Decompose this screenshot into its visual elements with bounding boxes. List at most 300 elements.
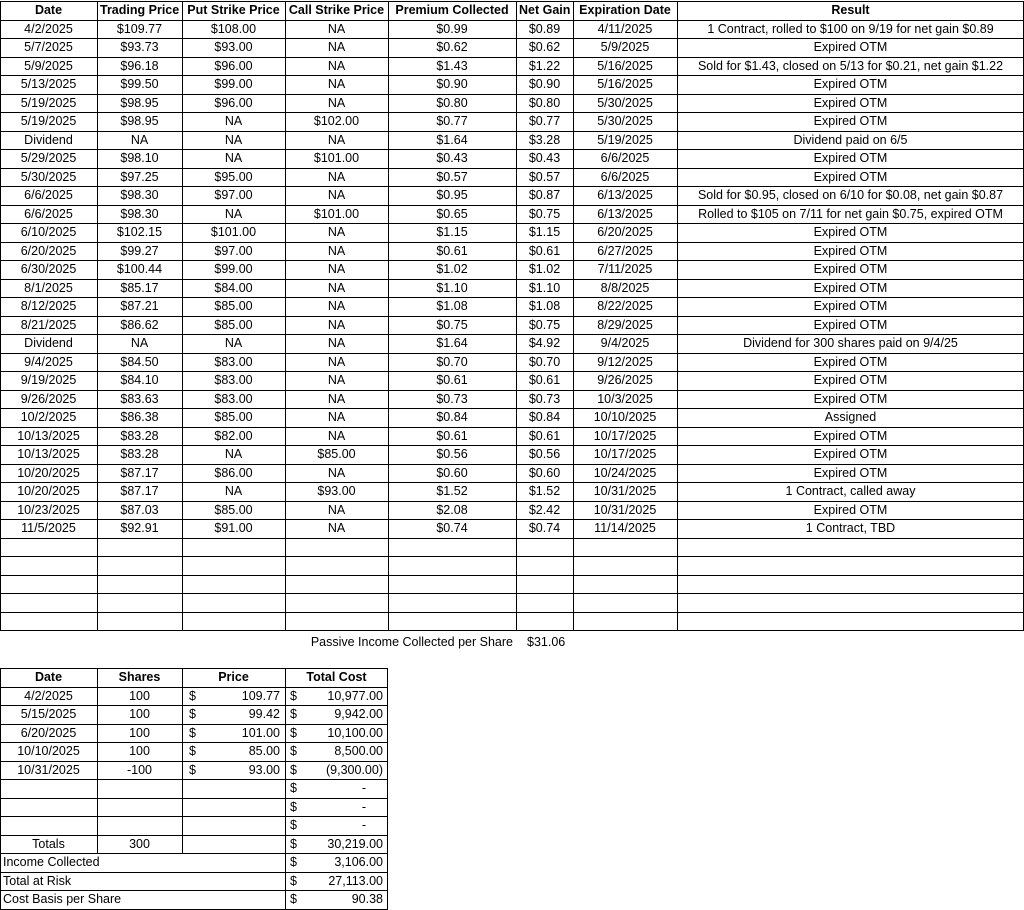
cell-net-gain[interactable]: $1.10 <box>528 280 561 295</box>
cell-trading-price[interactable]: NA <box>130 336 149 350</box>
cell-expiration[interactable]: 6/13/2025 <box>597 206 653 221</box>
summary-label[interactable]: Income Collected <box>3 855 100 869</box>
cell-premium[interactable]: $1.64 <box>436 336 468 350</box>
cell-premium[interactable]: $0.99 <box>436 21 468 36</box>
cell-date[interactable]: 10/23/2025 <box>17 502 80 517</box>
cell-net-gain[interactable]: $4.92 <box>528 336 561 350</box>
cell-premium[interactable]: $1.52 <box>436 484 468 498</box>
cell-result[interactable]: 1 Contract, rolled to $100 on 9/19 for net gain $0.89 <box>707 21 994 36</box>
cell-premium[interactable]: $0.80 <box>436 95 468 110</box>
cell-put-strike[interactable]: NA <box>224 484 243 498</box>
cell-trading-price[interactable]: NA <box>130 132 149 147</box>
cell-net-gain[interactable]: $1.15 <box>528 225 561 239</box>
cell-result[interactable]: 1 Contract, called away <box>785 484 916 498</box>
cell-expiration[interactable]: 8/22/2025 <box>597 299 653 313</box>
cell-net-gain[interactable]: $0.61 <box>528 373 561 387</box>
cell-result[interactable]: Rolled to $105 on 7/11 for net gain $0.75, expired OTM <box>698 206 1003 221</box>
grid-line <box>0 835 388 836</box>
cell-net-gain[interactable]: $0.61 <box>528 243 561 258</box>
cell-premium[interactable]: $0.57 <box>436 169 468 184</box>
cell-put-strike[interactable]: $82.00 <box>214 428 253 443</box>
cell-trading-price[interactable]: $98.95 <box>120 95 159 110</box>
cell-premium[interactable]: $1.15 <box>436 225 468 239</box>
cell-expiration[interactable]: 7/11/2025 <box>597 262 653 276</box>
cell-put-strike[interactable]: $101.00 <box>210 225 257 239</box>
cell-date[interactable]: 8/12/2025 <box>20 299 77 313</box>
cell-result[interactable]: Sold for $0.95, closed on 6/10 for $0.08, net gain $0.87 <box>697 188 1004 202</box>
cell-net-gain[interactable]: $1.52 <box>528 484 561 498</box>
shares-total[interactable]: 9,942.00 <box>334 707 383 721</box>
dollar-sign[interactable]: $ <box>189 707 196 721</box>
cell-expiration[interactable]: 10/10/2025 <box>593 410 657 424</box>
cell-premium[interactable]: $0.61 <box>436 243 468 258</box>
dollar-sign[interactable]: $ <box>290 873 297 888</box>
cell-expiration[interactable]: 6/6/2025 <box>600 169 650 184</box>
cell-premium[interactable]: $0.56 <box>436 447 468 461</box>
cell-trading-price[interactable]: $86.38 <box>120 410 159 424</box>
shares-total[interactable]: 8,500.00 <box>334 744 383 758</box>
cell-call-strike[interactable]: $85.00 <box>317 447 356 461</box>
cell-premium[interactable]: $1.64 <box>436 132 468 147</box>
cell-trading-price[interactable]: $83.63 <box>120 391 159 406</box>
cell-net-gain[interactable]: $0.87 <box>528 188 561 202</box>
cell-put-strike[interactable]: $96.00 <box>214 58 253 73</box>
shares-price[interactable]: 85.00 <box>248 744 280 758</box>
cell-put-strike[interactable]: $83.00 <box>214 391 253 406</box>
cell-date[interactable]: 5/19/2025 <box>20 95 77 110</box>
cell-put-strike[interactable]: $97.00 <box>214 188 253 202</box>
cell-result[interactable]: Expired OTM <box>813 428 888 443</box>
passive-income-value[interactable]: $31.06 <box>527 635 566 649</box>
cell-trading-price[interactable]: $85.17 <box>120 280 159 295</box>
cell-date[interactable]: 6/6/2025 <box>24 188 73 202</box>
cell-result[interactable]: Expired OTM <box>813 447 888 461</box>
shares-header-total[interactable]: Total Cost <box>306 670 367 684</box>
dollar-sign[interactable]: $ <box>290 818 297 832</box>
cell-date[interactable]: 9/26/2025 <box>20 391 77 406</box>
cell-expiration[interactable]: 6/20/2025 <box>597 225 653 239</box>
cell-call-strike[interactable]: NA <box>327 58 346 73</box>
cell-result[interactable]: Expired OTM <box>813 373 888 387</box>
cell-date[interactable]: 5/9/2025 <box>24 58 73 73</box>
shares-total[interactable]: - <box>361 799 366 814</box>
dollar-sign[interactable]: $ <box>290 799 297 814</box>
cell-put-strike[interactable]: $99.00 <box>214 77 253 91</box>
cell-result[interactable]: Expired OTM <box>813 40 888 54</box>
cell-premium[interactable]: $0.74 <box>436 521 468 535</box>
cell-put-strike[interactable]: $91.00 <box>214 521 253 535</box>
shares-date[interactable]: 4/2/2025 <box>24 688 73 703</box>
cell-net-gain[interactable]: $0.90 <box>528 77 561 91</box>
cell-call-strike[interactable]: NA <box>327 169 346 184</box>
shares-date[interactable]: 5/15/2025 <box>20 707 77 721</box>
cell-call-strike[interactable]: NA <box>327 280 346 295</box>
grid-line <box>0 427 1024 428</box>
cell-expiration[interactable]: 5/16/2025 <box>597 77 653 91</box>
cell-put-strike[interactable]: NA <box>224 132 243 147</box>
cell-premium[interactable]: $2.08 <box>436 502 468 517</box>
cell-premium[interactable]: $1.10 <box>436 280 468 295</box>
cell-trading-price[interactable]: $92.91 <box>120 521 159 535</box>
summary-total[interactable]: 90.38 <box>351 892 383 906</box>
cell-expiration[interactable]: 5/16/2025 <box>597 58 653 73</box>
cell-call-strike[interactable]: NA <box>327 521 346 535</box>
cell-result[interactable]: Expired OTM <box>813 465 888 480</box>
cell-call-strike[interactable]: NA <box>327 188 346 202</box>
cell-premium[interactable]: $1.02 <box>436 262 468 276</box>
cell-date[interactable]: 5/7/2025 <box>24 40 73 54</box>
grid-line <box>0 779 388 780</box>
cell-call-strike[interactable]: NA <box>327 225 346 239</box>
dollar-sign[interactable]: $ <box>290 688 297 703</box>
header-put-strike[interactable]: Put Strike Price <box>187 3 280 17</box>
shares-count[interactable]: 100 <box>129 725 150 740</box>
cell-net-gain[interactable]: $2.42 <box>528 502 561 517</box>
cell-put-strike[interactable]: $83.00 <box>214 373 253 387</box>
cell-net-gain[interactable]: $1.22 <box>528 58 561 73</box>
cell-date[interactable]: 4/2/2025 <box>24 21 73 36</box>
cell-put-strike[interactable]: $85.00 <box>214 502 253 517</box>
cell-trading-price[interactable]: $84.50 <box>120 354 159 369</box>
shares-total[interactable]: (9,300.00) <box>326 762 383 777</box>
cell-date[interactable]: Dividend <box>24 132 73 147</box>
cell-result[interactable]: Expired OTM <box>813 243 888 258</box>
cell-expiration[interactable]: 6/27/2025 <box>597 243 653 258</box>
dollar-sign[interactable]: $ <box>290 725 297 740</box>
cell-premium[interactable]: $0.73 <box>436 391 468 406</box>
cell-result[interactable]: Sold for $1.43, closed on 5/13 for $0.21, net gain $1.22 <box>697 58 1004 73</box>
cell-net-gain[interactable]: $0.61 <box>528 428 561 443</box>
cell-call-strike[interactable]: NA <box>327 77 346 91</box>
grid-line <box>0 316 1024 317</box>
cell-premium[interactable]: $0.65 <box>436 206 468 221</box>
summary-total[interactable]: 30,219.00 <box>327 836 383 851</box>
cell-date[interactable]: 10/20/2025 <box>17 484 80 498</box>
cell-premium[interactable]: $1.08 <box>436 299 468 313</box>
cell-result[interactable]: Expired OTM <box>813 317 888 332</box>
cell-expiration[interactable]: 5/30/2025 <box>597 95 653 110</box>
cell-result[interactable]: Expired OTM <box>813 151 888 165</box>
cell-premium[interactable]: $0.75 <box>436 317 468 332</box>
shares-total[interactable]: 10,100.00 <box>327 725 383 740</box>
header-premium[interactable]: Premium Collected <box>395 3 509 17</box>
cell-trading-price[interactable]: $97.25 <box>120 169 159 184</box>
dollar-sign[interactable]: $ <box>189 762 196 777</box>
cell-call-strike[interactable]: $102.00 <box>313 114 360 128</box>
shares-date[interactable] <box>0 816 97 835</box>
cell-result[interactable]: 1 Contract, TBD <box>805 521 896 535</box>
cell-date[interactable]: 5/19/2025 <box>20 114 77 128</box>
cell-date[interactable]: 6/10/2025 <box>20 225 77 239</box>
cell-put-strike[interactable]: NA <box>224 114 243 128</box>
cell-result[interactable]: Expired OTM <box>813 299 888 313</box>
cell-trading-price[interactable]: $96.18 <box>120 58 159 73</box>
shares-date[interactable]: 10/31/2025 <box>17 762 80 777</box>
cell-trading-price[interactable]: $83.28 <box>120 428 159 443</box>
cell-put-strike[interactable]: $96.00 <box>214 95 253 110</box>
cell-date[interactable]: 6/30/2025 <box>20 262 77 276</box>
shares-count[interactable] <box>97 816 182 835</box>
cell-result[interactable]: Expired OTM <box>813 354 888 369</box>
cell-expiration[interactable]: 5/9/2025 <box>600 40 650 54</box>
cell-trading-price[interactable]: $109.77 <box>116 21 163 36</box>
dollar-sign[interactable]: $ <box>290 744 297 758</box>
cell-put-strike[interactable]: $85.00 <box>214 410 253 424</box>
cell-trading-price[interactable]: $87.17 <box>120 484 159 498</box>
cell-net-gain[interactable]: $3.28 <box>528 132 561 147</box>
cell-date[interactable]: 10/13/2025 <box>17 447 80 461</box>
cell-premium[interactable]: $1.43 <box>436 58 468 73</box>
cell-premium[interactable]: $0.62 <box>436 40 468 54</box>
shares-count[interactable]: -100 <box>126 762 153 777</box>
cell-expiration[interactable]: 10/17/2025 <box>593 447 657 461</box>
cell-net-gain[interactable]: $0.57 <box>528 169 561 184</box>
cell-trading-price[interactable]: $99.50 <box>120 77 159 91</box>
dollar-sign[interactable]: $ <box>290 892 297 906</box>
dollar-sign[interactable]: $ <box>290 707 297 721</box>
cell-expiration[interactable]: 8/29/2025 <box>597 317 653 332</box>
cell-net-gain[interactable]: $0.43 <box>528 151 561 165</box>
cell-date[interactable]: 6/20/2025 <box>20 243 77 258</box>
shares-count[interactable] <box>97 779 182 798</box>
cell-call-strike[interactable]: NA <box>327 502 346 517</box>
cell-put-strike[interactable]: $97.00 <box>214 243 253 258</box>
cell-put-strike[interactable]: NA <box>224 336 243 350</box>
shares-header-price[interactable]: Price <box>218 670 249 684</box>
shares-total[interactable]: 10,977.00 <box>327 688 383 703</box>
cell-put-strike[interactable]: $108.00 <box>210 21 257 36</box>
cell-result[interactable]: Expired OTM <box>813 95 888 110</box>
cell-expiration[interactable]: 5/19/2025 <box>597 132 653 147</box>
cell-put-strike[interactable]: NA <box>224 151 243 165</box>
cell-date[interactable]: 10/20/2025 <box>17 465 80 480</box>
passive-income-label[interactable]: Passive Income Collected per Share <box>310 635 513 649</box>
grid-line <box>0 687 388 688</box>
cell-trading-price[interactable]: $100.44 <box>116 262 163 276</box>
cell-expiration[interactable]: 9/12/2025 <box>597 354 653 369</box>
summary-shares[interactable]: 300 <box>129 836 150 851</box>
cell-date[interactable]: 6/6/2025 <box>24 206 73 221</box>
cell-result[interactable]: Expired OTM <box>813 225 888 239</box>
dollar-sign[interactable]: $ <box>290 781 297 795</box>
shares-price[interactable]: 99.42 <box>248 707 280 721</box>
summary-label[interactable]: Total at Risk <box>3 873 72 888</box>
cell-put-strike[interactable]: $85.00 <box>214 299 253 313</box>
cell-premium[interactable]: $0.43 <box>436 151 468 165</box>
dollar-sign[interactable]: $ <box>290 762 297 777</box>
cell-premium[interactable]: $0.70 <box>436 354 468 369</box>
cell-call-strike[interactable]: NA <box>327 373 346 387</box>
summary-total[interactable]: 3,106.00 <box>334 855 383 869</box>
cell-trading-price[interactable]: $83.28 <box>120 447 159 461</box>
cell-trading-price[interactable]: $98.95 <box>120 114 159 128</box>
shares-total[interactable]: - <box>361 818 366 832</box>
cell-call-strike[interactable]: NA <box>327 40 346 54</box>
cell-result[interactable]: Dividend for 300 shares paid on 9/4/25 <box>743 336 958 350</box>
cell-expiration[interactable]: 10/31/2025 <box>593 484 657 498</box>
shares-header-date[interactable]: Date <box>34 670 63 684</box>
dollar-sign[interactable]: $ <box>189 688 196 703</box>
cell-expiration[interactable]: 9/4/2025 <box>600 336 650 350</box>
cell-premium[interactable]: $0.84 <box>436 410 468 424</box>
cell-trading-price[interactable]: $93.73 <box>120 40 159 54</box>
cell-expiration[interactable]: 6/6/2025 <box>600 151 650 165</box>
cell-result[interactable]: Expired OTM <box>813 77 888 91</box>
shares-count[interactable] <box>97 798 182 817</box>
cell-net-gain[interactable]: $0.74 <box>528 521 561 535</box>
cell-net-gain[interactable]: $0.89 <box>528 21 561 36</box>
cell-date[interactable]: 5/13/2025 <box>20 77 77 91</box>
header-result[interactable]: Result <box>831 3 870 17</box>
cell-put-strike[interactable]: $99.00 <box>214 262 253 276</box>
cell-net-gain[interactable]: $0.80 <box>528 95 561 110</box>
cell-net-gain[interactable]: $0.73 <box>528 391 561 406</box>
cell-result[interactable]: Expired OTM <box>813 114 888 128</box>
cell-put-strike[interactable]: NA <box>224 447 243 461</box>
cell-result[interactable]: Expired OTM <box>813 391 888 406</box>
cell-net-gain[interactable]: $1.08 <box>528 299 561 313</box>
cell-result[interactable]: Expired OTM <box>813 262 888 276</box>
shares-date[interactable]: 6/20/2025 <box>20 725 77 740</box>
cell-net-gain[interactable]: $0.56 <box>528 447 561 461</box>
summary-label[interactable]: Cost Basis per Share <box>3 892 122 906</box>
cell-put-strike[interactable]: $86.00 <box>214 465 253 480</box>
cell-net-gain[interactable]: $0.60 <box>528 465 561 480</box>
shares-date[interactable] <box>0 779 97 798</box>
cell-trading-price[interactable]: $99.27 <box>120 243 159 258</box>
cell-trading-price[interactable]: $84.10 <box>120 373 159 387</box>
cell-trading-price[interactable]: $87.17 <box>120 465 159 480</box>
cell-expiration[interactable]: 8/8/2025 <box>600 280 650 295</box>
cell-premium[interactable]: $0.77 <box>436 114 468 128</box>
cell-expiration[interactable]: 4/11/2025 <box>597 21 653 36</box>
cell-date[interactable]: 9/19/2025 <box>20 373 77 387</box>
cell-trading-price[interactable]: $86.62 <box>120 317 159 332</box>
cell-put-strike[interactable]: $93.00 <box>214 40 253 54</box>
cell-result[interactable]: Dividend paid on 6/5 <box>793 132 908 147</box>
cell-premium[interactable]: $0.90 <box>436 77 468 91</box>
summary-label[interactable]: Totals <box>32 836 65 851</box>
cell-call-strike[interactable]: NA <box>327 21 346 36</box>
cell-put-strike[interactable]: NA <box>224 206 243 221</box>
cell-date[interactable]: 5/29/2025 <box>20 151 77 165</box>
header-net-gain[interactable]: Net Gain <box>519 3 571 17</box>
dollar-sign[interactable]: $ <box>189 744 196 758</box>
cell-put-strike[interactable]: $84.00 <box>214 280 253 295</box>
cell-trading-price[interactable]: $87.03 <box>120 502 159 517</box>
cell-expiration[interactable]: 11/14/2025 <box>594 521 656 535</box>
cell-expiration[interactable]: 10/17/2025 <box>593 428 657 443</box>
cell-expiration[interactable]: 5/30/2025 <box>597 114 653 128</box>
cell-trading-price[interactable]: $98.30 <box>120 188 159 202</box>
header-call-strike[interactable]: Call Strike Price <box>288 3 385 17</box>
cell-premium[interactable]: $0.60 <box>436 465 468 480</box>
shares-header-shares[interactable]: Shares <box>118 670 161 684</box>
cell-call-strike[interactable]: NA <box>327 391 346 406</box>
cell-call-strike[interactable]: $93.00 <box>317 484 356 498</box>
cell-call-strike[interactable]: NA <box>327 354 346 369</box>
cell-expiration[interactable]: 10/3/2025 <box>597 391 653 406</box>
cell-call-strike[interactable]: NA <box>327 317 346 332</box>
cell-put-strike[interactable]: $85.00 <box>214 317 253 332</box>
cell-call-strike[interactable]: NA <box>327 243 346 258</box>
cell-net-gain[interactable]: $0.77 <box>528 114 561 128</box>
cell-net-gain[interactable]: $0.70 <box>528 354 561 369</box>
cell-expiration[interactable]: 6/13/2025 <box>597 188 653 202</box>
grid-line <box>0 816 388 817</box>
dollar-sign[interactable]: $ <box>189 725 196 740</box>
cell-date[interactable]: 11/5/2025 <box>21 521 76 535</box>
cell-call-strike[interactable]: NA <box>327 95 346 110</box>
summary-total[interactable]: 27,113.00 <box>328 873 383 888</box>
cell-net-gain[interactable]: $0.62 <box>528 40 561 54</box>
shares-count[interactable]: 100 <box>129 688 150 703</box>
cell-call-strike[interactable]: NA <box>327 299 346 313</box>
header-trading-price[interactable]: Trading Price <box>100 3 180 17</box>
cell-expiration[interactable]: 10/24/2025 <box>593 465 657 480</box>
cell-call-strike[interactable]: NA <box>327 262 346 276</box>
cell-put-strike[interactable]: $83.00 <box>214 354 253 369</box>
header-date[interactable]: Date <box>34 3 63 17</box>
cell-call-strike[interactable]: NA <box>327 428 346 443</box>
shares-price[interactable]: 109.77 <box>241 688 280 703</box>
cell-result[interactable]: Expired OTM <box>813 169 888 184</box>
cell-result[interactable]: Assigned <box>824 410 877 424</box>
cell-date[interactable]: 8/1/2025 <box>24 280 73 295</box>
shares-price[interactable]: 93.00 <box>248 762 280 777</box>
cell-date[interactable]: 10/13/2025 <box>17 428 80 443</box>
shares-date[interactable]: 10/10/2025 <box>17 744 80 758</box>
cell-call-strike[interactable]: NA <box>327 465 346 480</box>
cell-result[interactable]: Expired OTM <box>813 280 888 295</box>
dollar-sign[interactable]: $ <box>290 836 297 851</box>
header-expiration[interactable]: Expiration Date <box>579 3 671 17</box>
cell-call-strike[interactable]: $101.00 <box>313 151 360 165</box>
cell-premium[interactable]: $0.61 <box>436 428 468 443</box>
cell-expiration[interactable]: 10/31/2025 <box>593 502 657 517</box>
cell-date[interactable]: Dividend <box>24 336 73 350</box>
cell-trading-price[interactable]: $87.21 <box>120 299 159 313</box>
cell-net-gain[interactable]: $0.75 <box>528 317 561 332</box>
cell-date[interactable]: 8/21/2025 <box>20 317 77 332</box>
cell-net-gain[interactable]: $0.75 <box>528 206 561 221</box>
cell-expiration[interactable]: 9/26/2025 <box>597 373 653 387</box>
cell-premium[interactable]: $0.61 <box>436 373 468 387</box>
cell-call-strike[interactable]: $101.00 <box>313 206 360 221</box>
cell-date[interactable]: 5/30/2025 <box>20 169 77 184</box>
dollar-sign[interactable]: $ <box>290 855 297 869</box>
cell-trading-price[interactable]: $102.15 <box>116 225 163 239</box>
shares-count[interactable]: 100 <box>129 744 150 758</box>
cell-net-gain[interactable]: $1.02 <box>528 262 561 276</box>
cell-trading-price[interactable]: $98.30 <box>120 206 159 221</box>
cell-put-strike[interactable]: $95.00 <box>214 169 253 184</box>
cell-date[interactable]: 9/4/2025 <box>24 354 73 369</box>
cell-result[interactable]: Expired OTM <box>813 502 888 517</box>
shares-price[interactable]: 101.00 <box>241 725 280 740</box>
shares-count[interactable]: 100 <box>129 707 150 721</box>
cell-premium[interactable]: $0.95 <box>436 188 468 202</box>
grid-line <box>97 668 98 853</box>
shares-date[interactable] <box>0 798 97 817</box>
cell-call-strike[interactable]: NA <box>327 132 346 147</box>
shares-total[interactable]: - <box>361 781 366 795</box>
cell-date[interactable]: 10/2/2025 <box>20 410 77 424</box>
cell-call-strike[interactable]: NA <box>327 410 346 424</box>
cell-net-gain[interactable]: $0.84 <box>528 410 561 424</box>
cell-trading-price[interactable]: $98.10 <box>120 151 159 165</box>
cell-call-strike[interactable]: NA <box>327 336 346 350</box>
